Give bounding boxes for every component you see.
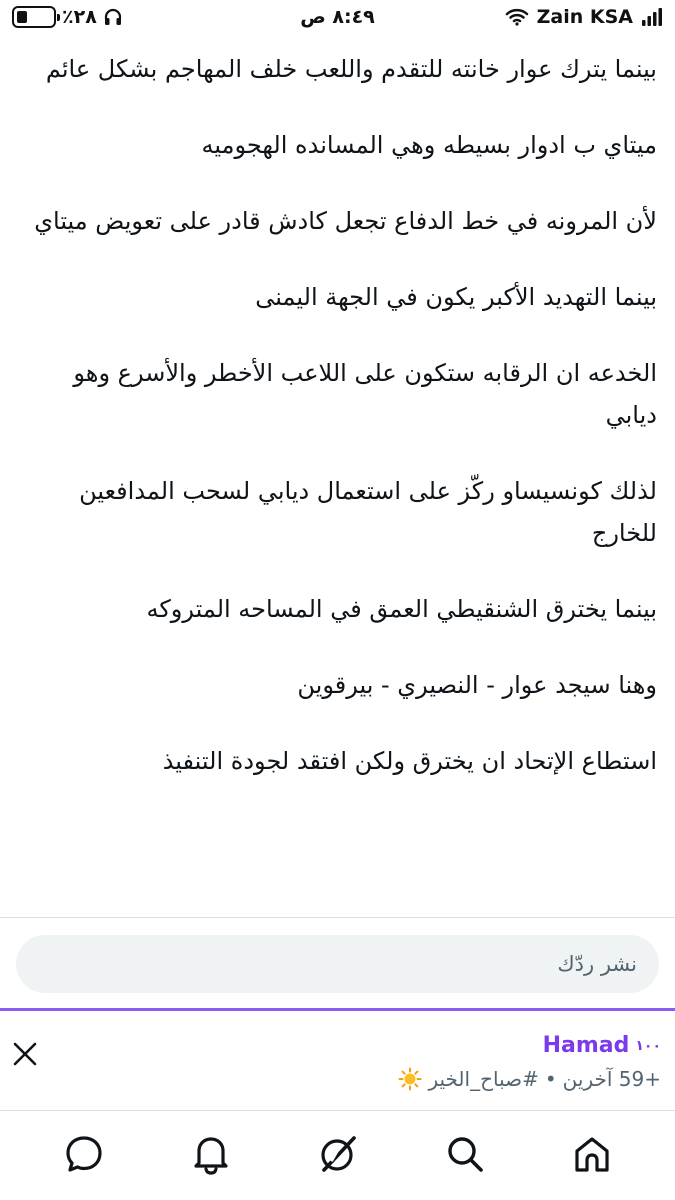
tweet-paragraph: بينما يخترق الشنقيطي العمق في المساحه المتروكه: [146, 595, 657, 623]
search-icon: [444, 1133, 486, 1179]
notification-others: +59 آخرين: [562, 1067, 661, 1091]
tweet-paragraph: بينما التهديد الأكبر يكون في الجهة اليمنى: [255, 283, 657, 311]
battery-percent: ٪٢٨: [62, 6, 97, 28]
home-icon: [571, 1133, 613, 1179]
status-time: ٨:٤٩ ص: [300, 6, 375, 28]
signal-icon: [641, 8, 663, 26]
sun-icon: [398, 1067, 422, 1091]
divider: [0, 917, 675, 918]
notification-separator: •: [544, 1067, 557, 1091]
notification-title: [543, 1033, 661, 1058]
close-button[interactable]: [8, 1039, 42, 1073]
notification-bar[interactable]: [0, 1011, 675, 1111]
tweet-text: [18, 48, 657, 816]
tweet-paragraph: لذلك كونسيساو ركّز على استعمال ديابي لسحب المدافعين للخارج: [79, 477, 657, 547]
nav-messages[interactable]: [54, 1126, 114, 1186]
status-right: [505, 6, 663, 28]
notification-subtitle: [398, 1067, 661, 1091]
tweet-paragraph: الخدعه ان الرقابه ستكون على اللاعب الأخطر والأسرع وهو ديابي: [73, 359, 657, 429]
status-bar: [0, 0, 675, 38]
tweet-paragraph: وهنا سيجد عوار - النصيري - بيرقوين: [297, 671, 657, 699]
chat-icon: [63, 1133, 105, 1179]
notification-hashtag: #صباح_الخير: [428, 1067, 539, 1091]
tweet-paragraph: بينما يترك عوار خانته للتقدم واللعب خلف المهاجم بشكل عائم: [45, 55, 657, 83]
carrier-name: Zain KSA: [536, 6, 633, 28]
nav-grok[interactable]: [308, 1126, 368, 1186]
reply-box[interactable]: [16, 935, 659, 993]
notification-name: Hamad: [542, 1033, 630, 1058]
bottom-nav: [0, 1111, 675, 1200]
tweet-paragraph: ميتاي ب ادوار بسيطه وهي المسانده الهجوميه: [201, 131, 657, 159]
tweet-paragraph: لأن المرونه في خط الدفاع تجعل كادش قادر على تعويض ميتاي: [34, 207, 657, 235]
close-icon: [11, 1040, 39, 1072]
bell-icon: [191, 1133, 231, 1179]
grok-icon: [316, 1132, 360, 1180]
nav-notifications[interactable]: [181, 1126, 241, 1186]
wifi-icon: [505, 8, 529, 26]
nav-search[interactable]: [435, 1126, 495, 1186]
notification-name-suffix: ١٠٠: [635, 1037, 661, 1054]
tweet-paragraph: استطاع الإتحاد ان يخترق ولكن افتقد لجودة التنفيذ: [162, 747, 657, 775]
reply-input[interactable]: [16, 952, 637, 976]
nav-home[interactable]: [562, 1126, 622, 1186]
